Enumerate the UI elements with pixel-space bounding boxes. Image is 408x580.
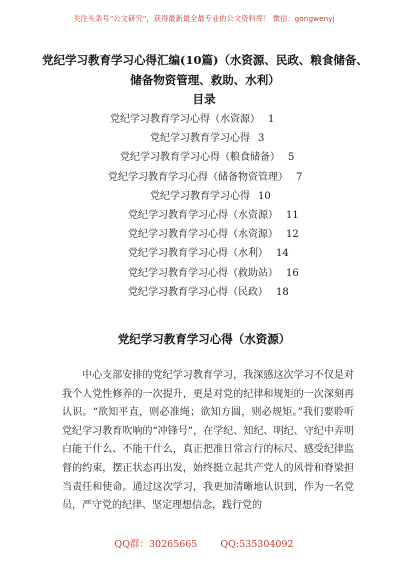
toc-item-page: 14 bbox=[276, 248, 289, 260]
toc-item[interactable] bbox=[150, 187, 271, 206]
toc-item-label: 党纪学习教育学习心得（水资源） bbox=[128, 210, 278, 221]
toc-item[interactable] bbox=[150, 129, 264, 148]
body-paragraph: 中心支部安排的党纪学习教育学习，我深感这次学习不仅是对我个人党性修养的一次提升，更是对党的纪律和规矩的一次深刻再认识。“欲知平直，则必准绳；欲知方圆，则必规矩。”我们要聆听党纪学习教育吹响的“冲锋号”，在学纪、知纪、明纪、守纪中弄明白能干什么、不能干什么，真正把准日常言行的标尺、感受纪律监督的约束，摆正状态再出发，始终挺立起共产党人的风骨和脊梁担当责任和使命。通过这次学习，我更加清晰地认识到，作为一名党员，严守党的纪律、坚定理想信念，践行党的 bbox=[62, 370, 354, 512]
toc-item[interactable] bbox=[120, 148, 294, 167]
footer-qq-group: QQ群：30265665 bbox=[114, 539, 198, 550]
toc-item-label: 党纪学习教育学习心得（粮食储备） bbox=[120, 152, 280, 164]
toc-item[interactable] bbox=[128, 225, 299, 244]
toc-item-label: 党纪学习教育学习心得（水资源） bbox=[128, 229, 278, 241]
toc-item-label: 党纪学习教育学习心得（水资源） bbox=[110, 114, 260, 125]
toc-item-page: 16 bbox=[286, 267, 299, 279]
toc-item[interactable] bbox=[128, 264, 299, 283]
toc-item-page: 1 bbox=[268, 114, 275, 125]
footer-qq-contact: QQ:535304092 bbox=[220, 539, 294, 550]
toc-item-label: 党纪学习教育学习心得（水利） bbox=[128, 248, 268, 260]
footer-contacts bbox=[0, 536, 408, 550]
toc-item-label: 党纪学习教育学习心得 bbox=[150, 190, 250, 202]
toc-item[interactable] bbox=[108, 168, 302, 187]
toc-item[interactable] bbox=[128, 206, 299, 225]
toc-item-label: 党纪学习教育学习心得（救助站） bbox=[128, 267, 278, 279]
section-title: 党纪学习教育学习心得（水资源） bbox=[117, 332, 291, 346]
toc-item-label: 党纪学习教育学习心得（民政） bbox=[128, 286, 268, 298]
toc-item[interactable] bbox=[128, 244, 289, 263]
toc-item[interactable] bbox=[128, 283, 289, 302]
toc-item-page: 7 bbox=[296, 171, 303, 183]
toc-item-page: 12 bbox=[286, 229, 299, 241]
toc-item-label: 党纪学习教育学习心得 bbox=[150, 133, 250, 145]
header-banner: 关注头条号“公文研究”，获得最新最全最专业的公文资料库！ 微信：gongwenyj bbox=[73, 14, 335, 23]
toc-heading: 目录 bbox=[192, 92, 216, 106]
document-title: 党纪学习教育学习心得汇编(10篇)（水资源、民政、粮食储备、储备物资管理、救助、水利） bbox=[42, 53, 368, 87]
toc-item-page: 3 bbox=[258, 133, 265, 145]
toc-item-page: 5 bbox=[288, 152, 295, 164]
toc-item-page: 11 bbox=[286, 210, 299, 221]
toc-item-page: 10 bbox=[258, 190, 271, 202]
toc-item-page: 18 bbox=[276, 286, 289, 298]
toc-item-label: 党纪学习教育学习心得（储备物资管理） bbox=[108, 171, 288, 183]
toc-item[interactable] bbox=[110, 110, 274, 129]
